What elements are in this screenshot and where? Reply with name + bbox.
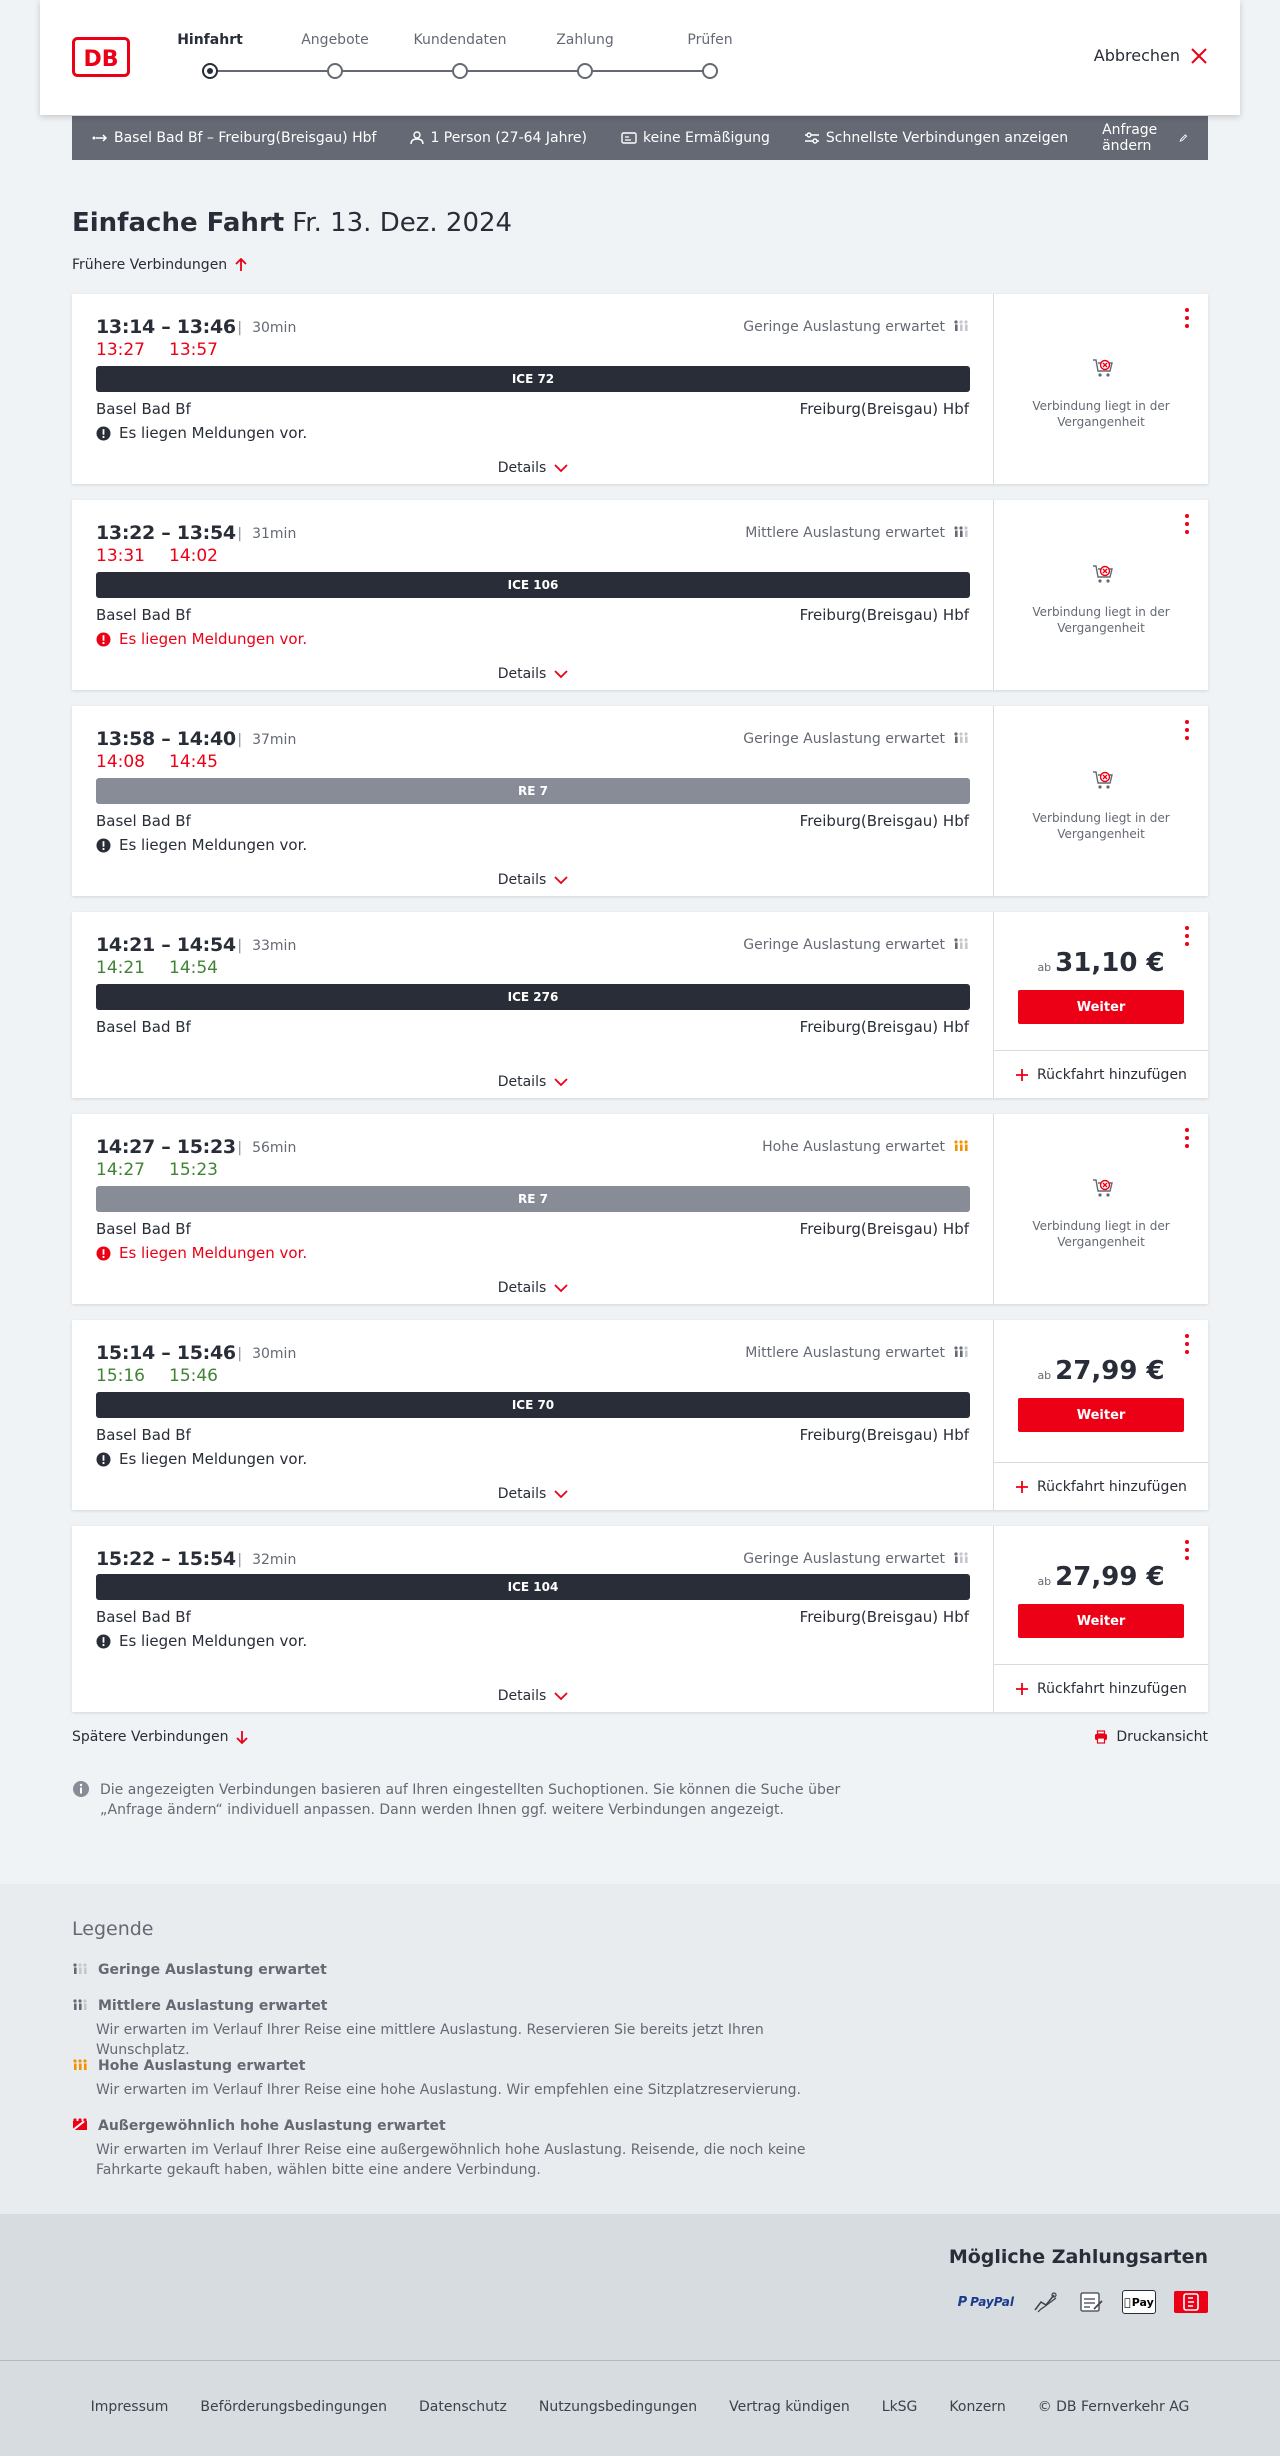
realtime-arrival: 14:02 [169,546,218,566]
footer-link-nutzungsbedingungen[interactable]: Nutzungsbedingungen [538,2399,698,2415]
realtime-arrival: 13:57 [169,340,218,360]
connection-card [72,706,1208,896]
connection-past-text: Verbindung liegt in der Vergangenheit [1032,811,1170,841]
departure-station: Basel Bad Bf [96,812,191,830]
notice-message[interactable] [96,836,307,854]
occupancy-icon [953,319,969,335]
details-toggle[interactable] [72,1074,994,1090]
realtime-arrival: 15:46 [169,1366,218,1386]
connection-past-text: Verbindung liegt in der Vergangenheit [1032,605,1170,635]
chevron-down-icon [554,670,568,678]
payment-icons [958,2290,1208,2314]
realtime-departure: 14:27 [96,1160,145,1180]
alert-icon [96,1246,111,1261]
card-icon [621,132,637,144]
legend-item-low [72,1962,872,1978]
notice-text: Es liegen Meldungen vor. [119,630,308,648]
header [40,0,1240,115]
legend-item-extreme [72,2118,872,2180]
realtime-arrival: 15:23 [169,1160,218,1180]
details-label: Details [497,1074,547,1090]
arrival-station: Freiburg(Breisgau) Hbf [799,606,969,624]
plus-icon [1015,1068,1029,1082]
notice-message[interactable] [96,630,307,648]
connection-info [72,706,994,896]
train-bar[interactable]: ICE 106 [96,572,970,598]
search-info-note [72,1780,852,1820]
alert-icon [96,1452,111,1467]
train-bar[interactable]: RE 7 [96,778,970,804]
step-zahlung: Zahlung [556,32,614,48]
add-return-label: Rückfahrt hinzufügen [1037,1680,1187,1697]
step-pruefen: Prüfen [687,32,733,48]
arrival-station: Freiburg(Breisgau) Hbf [799,812,969,830]
paypal-label: PayPal [970,2295,1014,2309]
realtime-departure: 14:21 [96,958,145,978]
apple-pay-icon [1122,2290,1156,2314]
train-bar[interactable]: ICE 70 [96,1392,970,1418]
realtime-departure: 13:27 [96,340,145,360]
realtime-departure: 13:31 [96,546,145,566]
paypal-icon: P PayPal [957,2294,1014,2310]
arrival-station: Freiburg(Breisgau) Hbf [799,1018,969,1036]
offer-panel [994,500,1208,690]
invoice-icon [1078,2290,1104,2314]
notice-message[interactable] [96,1632,307,1650]
add-return-trip-button[interactable] [994,1462,1208,1510]
edit-query-button[interactable] [1102,122,1188,154]
realtime-times [96,340,218,360]
add-return-trip-button[interactable] [994,1050,1208,1098]
details-label: Details [497,1280,547,1296]
legend-item-title: Mittlere Auslastung erwartet [98,1998,328,2014]
progress-steps [177,32,770,82]
notice-text: Es liegen Meldungen vor. [119,1244,308,1262]
connection-times: 13:58 – 14:40 [96,728,236,750]
more-options-icon[interactable] [1180,514,1194,534]
legend-section [0,1884,1280,2214]
pencil-icon [1179,131,1188,145]
footer-link-vertrag-kuendigen[interactable]: Vertrag kündigen [729,2399,850,2415]
connection-times: 13:14 – 13:46 [96,316,236,338]
legend-item-high [72,2058,872,2100]
train-bar[interactable]: RE 7 [96,1186,970,1212]
legend-item-desc: Wir erwarten im Verlauf Ihrer Reise eine hohe Auslastung. Wir empfehlen eine Sitzplatzreservierung. [96,2082,801,2098]
info-icon [72,1780,90,1798]
cart-unavailable-icon [1091,356,1115,380]
offer-panel [994,706,1208,896]
details-toggle[interactable] [72,666,994,682]
more-options-icon[interactable] [1180,1334,1194,1354]
occupancy-icon [953,937,969,953]
occupancy-text: Hohe Auslastung erwartet [762,1139,945,1155]
persons-summary [410,130,587,146]
connection-duration: | 32min [237,1552,296,1568]
page-title [72,208,512,238]
realtime-arrival: 14:45 [169,752,218,772]
legend-item-desc: Wir erwarten im Verlauf Ihrer Reise eine außergewöhnlich hohe Auslastung. Reisende, die noch keine Fahrkarte gekauft haben, wählen bitte eine andere Verbindung. [96,2142,806,2178]
departure-station: Basel Bad Bf [96,1220,191,1238]
add-return-trip-button[interactable] [994,1664,1208,1712]
settings-sliders-icon [804,132,820,144]
direct-debit-icon [1032,2290,1060,2314]
connection-info [72,294,994,484]
details-toggle[interactable] [72,460,994,476]
fastest-text: Schnellste Verbindungen anzeigen [825,130,1069,146]
occupancy-high-icon [72,2058,88,2074]
price-value: 27,99 € [1055,1356,1165,1386]
applepay-label: Pay [1128,2295,1151,2309]
connection-card [72,1526,1208,1712]
continue-button[interactable]: Weiter [1018,1604,1184,1638]
details-label: Details [497,460,547,476]
printer-icon [1094,1730,1108,1744]
persons-text: 1 Person (27-64 Jahre) [430,130,587,146]
occupancy-text: Mittlere Auslastung erwartet [745,1345,945,1361]
occupancy-info [743,319,969,335]
connection-duration: | 56min [237,1140,296,1156]
alert-icon [96,1634,111,1649]
db-card-icon [1174,2290,1208,2314]
person-icon [410,131,424,145]
details-toggle[interactable] [72,1280,994,1296]
train-bar[interactable]: ICE 104 [96,1574,970,1600]
legend-title: Legende [72,1918,154,1940]
cancel-button[interactable] [1094,46,1208,65]
footer-link-konzern[interactable]: Konzern [949,2399,1006,2415]
connection-times: 13:22 – 13:54 [96,522,236,544]
connection-card [72,1114,1208,1304]
occupancy-extreme-icon [72,2118,88,2134]
realtime-arrival: 14:54 [169,958,218,978]
continue-button[interactable]: Weiter [1018,990,1184,1024]
payment-methods-section [0,2214,1280,2360]
arrival-station: Freiburg(Breisgau) Hbf [799,400,969,418]
connection-card [72,500,1208,690]
more-options-icon[interactable] [1180,1540,1194,1560]
arrival-station: Freiburg(Breisgau) Hbf [799,1608,969,1626]
realtime-departure: 14:08 [96,752,145,772]
occupancy-icon [953,1345,969,1361]
realtime-times [96,546,218,566]
cart-unavailable-icon [1091,768,1115,792]
connection-duration: | 30min [237,1346,296,1362]
footer-copyright: © DB Fernverkehr AG [1037,2399,1190,2415]
occupancy-info [745,1345,969,1361]
connection-info [72,912,994,1098]
offer-panel [994,294,1208,484]
more-options-icon[interactable] [1180,308,1194,328]
occupancy-info [743,731,969,747]
add-return-label: Rückfahrt hinzufügen [1037,1066,1187,1083]
price-value: 27,99 € [1055,1562,1165,1592]
arrival-station: Freiburg(Breisgau) Hbf [799,1220,969,1238]
later-connections-link[interactable] [72,1729,248,1745]
connection-times: 14:27 – 15:23 [96,1136,236,1158]
arrival-station: Freiburg(Breisgau) Hbf [799,1426,969,1444]
footer [0,2360,1280,2456]
offer-panel [994,1526,1208,1712]
connection-times: 15:22 – 15:54 [96,1548,236,1570]
occupancy-info [762,1139,969,1155]
departure-station: Basel Bad Bf [96,606,191,624]
step-dot [577,63,593,79]
plus-icon [1015,1480,1029,1494]
legend-item-medium [72,1998,872,2060]
train-bar[interactable]: ICE 72 [96,366,970,392]
step-dot [452,63,468,79]
fastest-summary [804,130,1068,146]
details-toggle[interactable] [72,1486,994,1502]
cart-unavailable-icon [1091,562,1115,586]
plus-icon [1015,1682,1029,1696]
notice-text: Es liegen Meldungen vor. [119,424,308,442]
realtime-departure: 15:16 [96,1366,145,1386]
notice-text: Es liegen Meldungen vor. [119,1450,308,1468]
offer-panel [994,1320,1208,1510]
chevron-down-icon [554,1078,568,1086]
legend-item-title: Hohe Auslastung erwartet [98,2058,306,2074]
occupancy-info [745,525,969,541]
print-label: Druckansicht [1116,1729,1208,1745]
svg-text:DB: DB [83,47,119,72]
price-prefix: ab [1037,1369,1052,1382]
occupancy-info [743,937,969,953]
trip-date: Fr. 13. Dez. 2024 [292,208,513,238]
occupancy-text: Geringe Auslastung erwartet [743,937,945,953]
offer-panel [994,912,1208,1098]
departure-station: Basel Bad Bf [96,400,191,418]
realtime-times [96,752,218,772]
connection-duration: | 33min [237,938,296,954]
cart-unavailable-icon [1091,1176,1115,1200]
step-angebote: Angebote [301,32,369,48]
add-return-label: Rückfahrt hinzufügen [1037,1478,1187,1495]
connection-card [72,1320,1208,1510]
details-label: Details [497,872,547,888]
arrow-right-icon [92,133,108,143]
occupancy-text: Mittlere Auslastung erwartet [745,525,945,541]
price-prefix: ab [1037,961,1052,974]
connection-info [72,1320,994,1510]
more-options-icon[interactable] [1180,926,1194,946]
discount-summary [621,130,770,146]
connection-past-text: Verbindung liegt in der Vergangenheit [1032,399,1170,429]
arrow-up-icon [235,258,247,272]
query-summary-bar [72,116,1208,160]
connection-duration: | 31min [237,526,296,542]
notice-text: Es liegen Meldungen vor. [119,1632,308,1650]
alert-icon [96,426,111,441]
route-summary [92,130,376,146]
departure-station: Basel Bad Bf [96,1426,191,1444]
continue-button[interactable]: Weiter [1018,1398,1184,1432]
realtime-times [96,1160,218,1180]
alert-icon [96,838,111,853]
print-view-link[interactable] [1094,1729,1208,1745]
chevron-down-icon [554,1692,568,1700]
connection-times: 14:21 – 14:54 [96,934,236,956]
earlier-label: Frühere Verbindungen [72,257,228,273]
price [994,1356,1208,1386]
alert-icon [96,632,111,647]
notice-text: Es liegen Meldungen vor. [119,836,308,854]
details-toggle[interactable] [72,872,994,888]
edit-query-label: Anfrage ändern [1102,122,1158,154]
trip-type: Einfache Fahrt [72,208,285,238]
departure-station: Basel Bad Bf [96,1608,191,1626]
connection-duration: | 37min [237,732,296,748]
more-options-icon[interactable] [1180,720,1194,740]
cancel-label: Abbrechen [1093,46,1180,65]
route-text: Basel Bad Bf – Freiburg(Breisgau) Hbf [114,130,377,146]
notice-message[interactable] [96,1244,307,1262]
occupancy-icon [953,731,969,747]
close-icon [1190,47,1208,65]
connection-times: 15:14 – 15:46 [96,1342,236,1364]
legend-item-title: Geringe Auslastung erwartet [98,1962,327,1978]
connection-card [72,294,1208,484]
occupancy-icon [953,1551,969,1567]
step-dot [327,63,343,79]
connection-info [72,1526,994,1712]
footer-link-lksg[interactable]: LkSG [881,2399,918,2415]
price-value: 31,10 € [1055,948,1165,978]
connection-duration: | 30min [237,320,296,336]
occupancy-medium-icon [72,1998,88,2014]
notice-message[interactable] [96,424,307,442]
details-label: Details [497,1486,547,1502]
footer-links [0,2399,1280,2415]
legend-item-desc: Wir erwarten im Verlauf Ihrer Reise eine mittlere Auslastung. Reservieren Sie bereits jetzt Ihren Wunschplatz. [96,2022,764,2058]
footer-link-impressum[interactable]: Impressum [90,2399,169,2415]
footer-link-datenschutz[interactable]: Datenschutz [418,2399,507,2415]
details-label: Details [497,1688,547,1704]
step-kundendaten: Kundendaten [413,32,507,48]
offer-panel [994,1114,1208,1304]
connection-info [72,500,994,690]
later-label: Spätere Verbindungen [72,1729,229,1745]
db-logo[interactable] [72,37,130,77]
details-label: Details [497,666,547,682]
occupancy-icon [953,1139,969,1155]
occupancy-text: Geringe Auslastung erwartet [743,319,945,335]
info-text: Die angezeigten Verbindungen basieren auf Ihren eingestellten Suchoptionen. Sie können die Suche über „Anfrage ändern“ individuell anpassen. Dann werden Ihnen ggf. weitere Verbindungen angezeigt. [100,1782,841,1818]
legend-item-title: Außergewöhnlich hohe Auslastung erwartet [98,2118,446,2134]
chevron-down-icon [554,464,568,472]
train-bar[interactable]: ICE 276 [96,984,970,1010]
arrow-down-icon [236,1730,248,1744]
step-hinfahrt: Hinfahrt [177,32,243,48]
more-options-icon[interactable] [1180,1128,1194,1148]
payment-title: Mögliche Zahlungsarten [948,2246,1208,2268]
chevron-down-icon [554,1490,568,1498]
occupancy-low-icon [72,1962,88,1978]
chevron-down-icon [554,876,568,884]
step-dot [702,63,718,79]
occupancy-info [743,1551,969,1567]
price-prefix: ab [1037,1575,1052,1588]
price [994,1562,1208,1592]
details-toggle[interactable] [72,1688,994,1704]
notice-message[interactable] [96,1450,307,1468]
connection-past-text: Verbindung liegt in der Vergangenheit [1032,1219,1170,1249]
realtime-times [96,1366,218,1386]
departure-station: Basel Bad Bf [96,1018,191,1036]
discount-text: keine Ermäßigung [643,130,770,146]
step-dot-active [202,63,218,79]
chevron-down-icon [554,1284,568,1292]
earlier-connections-link[interactable] [72,257,247,273]
occupancy-text: Geringe Auslastung erwartet [743,1551,945,1567]
connection-card [72,912,1208,1098]
price [994,948,1208,978]
footer-link-befoerderungsbedingungen[interactable]: Beförderungsbedingungen [200,2399,387,2415]
occupancy-icon [953,525,969,541]
connection-info [72,1114,994,1304]
realtime-times [96,958,218,978]
occupancy-text: Geringe Auslastung erwartet [743,731,945,747]
